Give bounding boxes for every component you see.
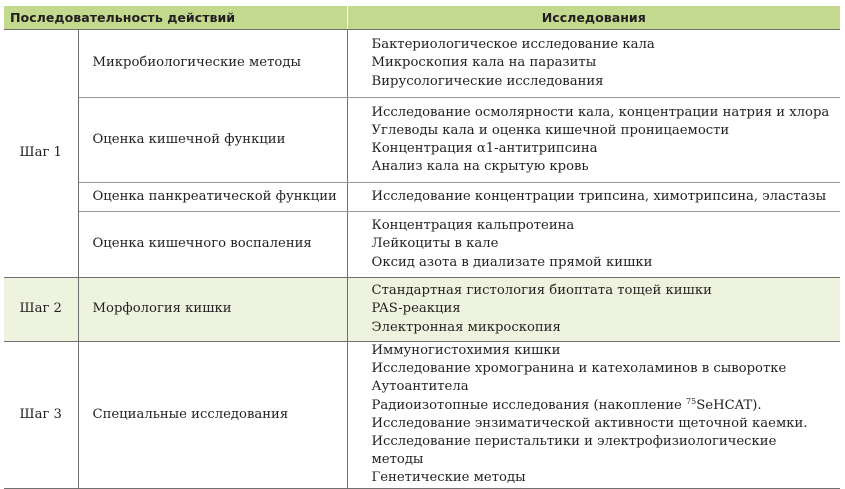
research-item: Генетические методы bbox=[371, 470, 526, 486]
research-item: Исследование осмолярности кала, концентрации натрия и хлора bbox=[371, 104, 830, 120]
isotope-superscript: 75 bbox=[686, 396, 697, 406]
research-cell bbox=[347, 342, 840, 489]
table-row bbox=[4, 212, 840, 278]
research-item: Концентрация кальпротеина bbox=[371, 218, 575, 234]
research-item: Концентрация α1-антитрипсина bbox=[371, 141, 598, 156]
research-item: Исследование концентрации трипсина, химотрипсина, эластазы bbox=[371, 188, 827, 204]
research-item: Микроскопия кала на паразиты bbox=[371, 55, 597, 71]
research-paragraph-start: Радиоизотопные исследования (накопление bbox=[371, 397, 687, 413]
method-label: Оценка кишечного воспаления bbox=[78, 212, 347, 278]
research-item: Углеводы кала и оценка кишечной проницаемости bbox=[371, 122, 730, 138]
research-paragraph-rest: SeHCAT). Исследование энзиматической активности щеточной каемки. Исследование перистальтики и электрофизиологические методы bbox=[371, 397, 808, 468]
research-item: Анализ кала на скрытую кровь bbox=[371, 159, 589, 175]
method-label: Морфология кишки bbox=[78, 278, 347, 342]
research-item: Вирусологические исследования bbox=[371, 73, 604, 89]
table-header bbox=[4, 6, 840, 30]
research-item: Оксид азота в диализате прямой кишки bbox=[371, 254, 653, 270]
research-item: PAS-реакция bbox=[371, 301, 461, 317]
table-row bbox=[4, 98, 840, 183]
table-row bbox=[4, 30, 840, 98]
header-steps: Последовательность действий bbox=[4, 6, 347, 30]
research-item: Стандартная гистология биоптата тощей кишки bbox=[371, 283, 712, 299]
research-item: Бактериологическое исследование кала bbox=[371, 37, 655, 53]
method-label: Микробиологические методы bbox=[78, 30, 347, 98]
research-item: Исследование хромогранина и катехоламинов в сыворотке bbox=[371, 361, 787, 377]
table-row bbox=[4, 183, 840, 212]
research-cell bbox=[347, 183, 840, 212]
table-row bbox=[4, 342, 840, 489]
research-cell bbox=[347, 30, 840, 98]
investigation-table bbox=[4, 6, 840, 489]
research-cell bbox=[347, 98, 840, 183]
method-label: Специальные исследования bbox=[78, 342, 347, 489]
research-cell bbox=[347, 278, 840, 342]
step-1-label: Шаг 1 bbox=[4, 30, 78, 278]
research-item: Аутоантитела bbox=[371, 379, 469, 395]
research-cell bbox=[347, 212, 840, 278]
step-3-label: Шаг 3 bbox=[4, 342, 78, 489]
research-item: Иммуногистохимия кишки bbox=[371, 343, 561, 358]
method-label: Оценка панкреатической функции bbox=[78, 183, 347, 212]
header-research: Исследования bbox=[347, 6, 840, 30]
step-2-label: Шаг 2 bbox=[4, 278, 78, 342]
research-paragraph bbox=[372, 397, 817, 470]
research-item: Лейкоциты в кале bbox=[371, 236, 499, 252]
method-label: Оценка кишечной функции bbox=[78, 98, 347, 183]
table-row bbox=[4, 278, 840, 342]
research-item: Электронная микроскопия bbox=[371, 319, 561, 335]
